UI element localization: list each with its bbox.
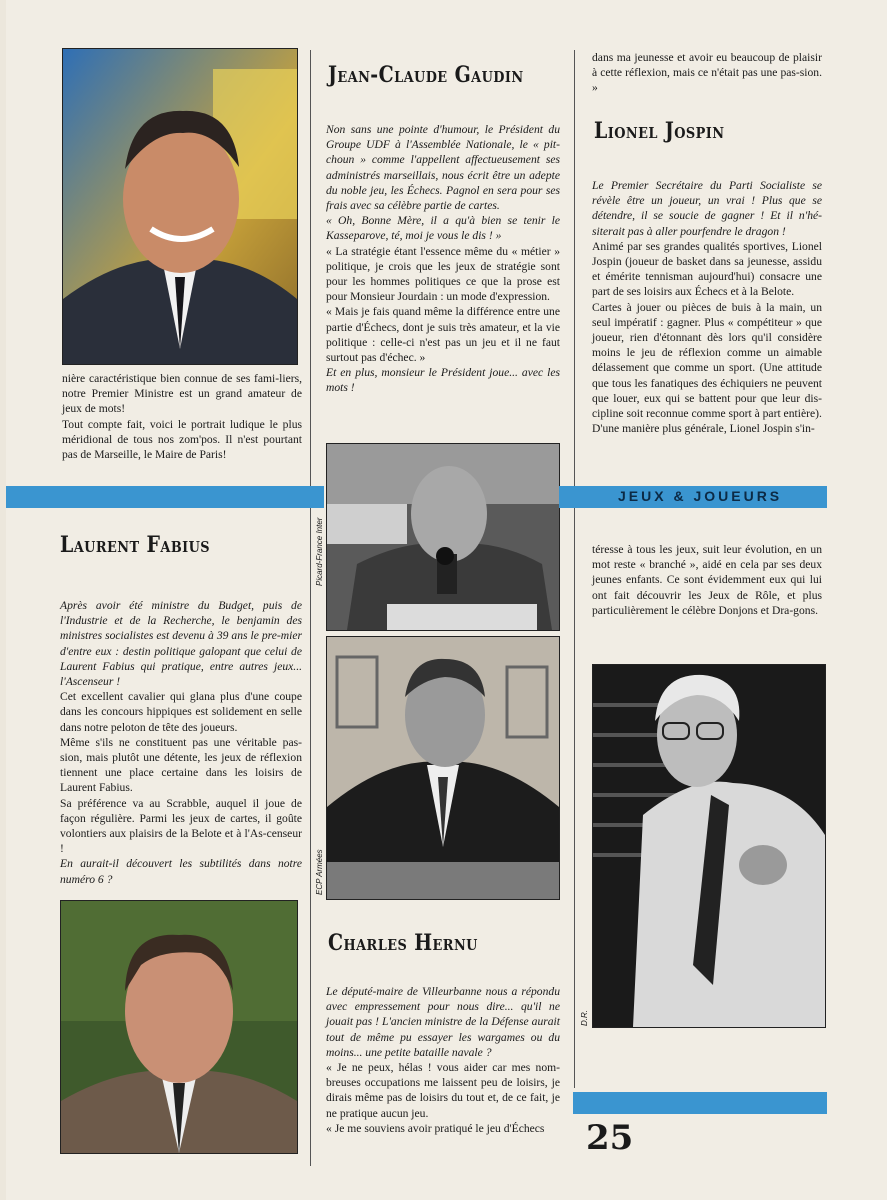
section-label: JEUX & JOUEURS [618,488,783,504]
footer-band [573,1092,827,1114]
paragraph: « La stratégie étant l'essence même du « métier » politique, je crois que les jeux de stratégie sont pour les hommes politiques ce que la prose est pour Monsieur Jourdain : un mode d'expression. [326,244,560,304]
paragraph: Non sans une pointe d'humour, le Président du Groupe UDF à l'Assemblée Nationale, le « pit-choun » comme l'appellent affectueusement ses administrés marseillais, nous écrit être un adepte du noble jeu, les Échecs. Pagnol en sera pour ses frais avec sa célèbre partie de cartes. [326,123,560,213]
photo-hernu [326,636,560,900]
jospin-text [592,178,822,436]
paragraph: Le Premier Secrétaire du Parti Socialiste se révèle être un joueur, un vrai ! Plus que se détendre, il se soucie de gagner ! Et il n'hé-siterait pas à aller pourfendre le dragon ! [592,179,822,238]
hernu-heading: Charles Hernu [328,930,478,956]
fabius-text [60,598,302,887]
jospin-continuation [592,542,822,618]
paragraph: Après avoir été ministre du Budget, puis de l'Industrie et de la Recherche, le benjamin des ministres socialistes est devenu à 39 ans le pre-mier d'entre eux : destin politique galopant que celui de Laurent Fabius qui pratique, entre autres jeux... l'Ascenseur ! [60,599,302,689]
hernu-text [326,984,560,1136]
paragraph: Tout compte fait, voici le portrait ludique le plus méridional de tous nos zom'pos. Il n'est pourtant pas de Marseille, le Maire de Paris! [62,417,302,462]
paragraph: En aurait-il découvert les subtilités dans notre numéro 6 ? [60,857,302,886]
column-rule [310,508,311,1166]
photo-credit: ECP Armées [315,849,324,895]
paragraph: « Je me souviens avoir pratiqué le jeu d'Échecs [326,1121,545,1135]
gaudin-continuation [592,50,822,96]
fabius-heading: Laurent Fabius [60,532,211,558]
paragraph: dans ma jeunesse et avoir eu beaucoup de plaisir à cette réflexion, mais ce n'était pas une pas-sion. » [592,51,822,95]
column-rule [574,50,575,486]
paragraph: « Oh, Bonne Mère, il a qu'à bien se tenir le Kasseparove, té, moi je vous le dis ! » [326,214,560,243]
magazine-page [6,0,887,1200]
paragraph: nière caractéristique bien connue de ses fami-liers, notre Premier Ministre est un grand amateur de jeux de mots! [62,372,302,416]
gaudin-text [326,122,560,396]
paragraph: D'une manière plus générale, Lionel Jospin s'in- [592,422,815,436]
paragraph: Même s'ils ne constituent pas une véritable pas-sion, mais plutôt une détente, les jeux de réflexion tiennent une place certaine dans les loisirs de Laurent Fabius. [60,735,302,795]
page-number: 25 [586,1118,634,1158]
column-rule [574,508,575,1088]
paragraph: Le député-maire de Villeurbanne nous a répondu avec empressement pour nous dire... qu'il ne jouait pas ! L'ancien ministre de la Défense aurait tout de même pu essayer les wargames ou du moins... une petite bataille navale ? [326,985,560,1059]
paragraph: Et en plus, monsieur le Président joue... avec les mots ! [326,366,560,395]
paragraph: téresse à tous les jeux, suit leur évolution, en un mot reste « branché », aidé en cela par ses deux jeunes enfants. Ce sont évidemment eux qui lui ont fait découvrir les Jeux de Rôle, et plus particulièrement le célèbre Donjons et Dra-gons. [592,543,822,617]
photo-gaudin [326,443,560,631]
paragraph: Cet excellent cavalier qui glana plus d'une coupe dans les concours hippiques est solidement en selle dans notre peloton de tête des joueurs. [60,690,302,734]
paragraph: Animé par ses grandes qualités sportives, Lionel Jospin (joueur de basket dans sa jeunesse, assidu et émérite tennisman aujourd'hui) consacre une part de ses loisirs aux Échecs et à la Belote. [592,239,822,299]
photo-credit: D.R. [580,1010,589,1026]
chirac-text [62,371,302,462]
paragraph: Cartes à jouer ou pièces de buis à la main, un seul impératif : gagner. Plus « compétiteur » que joueur, rien d'étonnant dès lors qu'il considère moins le jeu de réflexion comme un aimable délassement que comme un sport. (Une attitude que tous les fanatiques des échiquiers ne peuvent que louer, eux qui se battent pour que leur dis-cipline soit reconnue comme sport à part entière). [592,300,822,421]
paragraph: « Mais je fais quand même la différence entre une partie d'Échecs, dont je suis très amateur, et la vie politique : celle-ci n'est pas un jeu et il ne faut surtout pas d'échec. » [326,305,560,365]
photo-fabius [60,900,298,1154]
paragraph: Sa préférence va au Scrabble, auquel il joue de façon régulière. Parmi les jeux de cartes, il goûte volontiers aux plaisirs de la Belote et à l'As-censeur ! [60,796,302,856]
gaudin-heading: Jean-Claude Gaudin [328,62,524,88]
photo-jospin [592,664,826,1028]
paragraph: « Je ne peux, hélas ! vous aider car mes nom-breuses occupations me laissent peu de loisirs, je dirais même pas de loisirs du tout et, de ce fait, je ne pratique aucun jeu. [326,1061,560,1120]
section-band-left [6,486,324,508]
photo-credit: Picard-France Inter [315,517,324,586]
photo-chirac [62,48,298,365]
jospin-heading: Lionel Jospin [594,118,725,144]
column-rule [310,50,311,486]
